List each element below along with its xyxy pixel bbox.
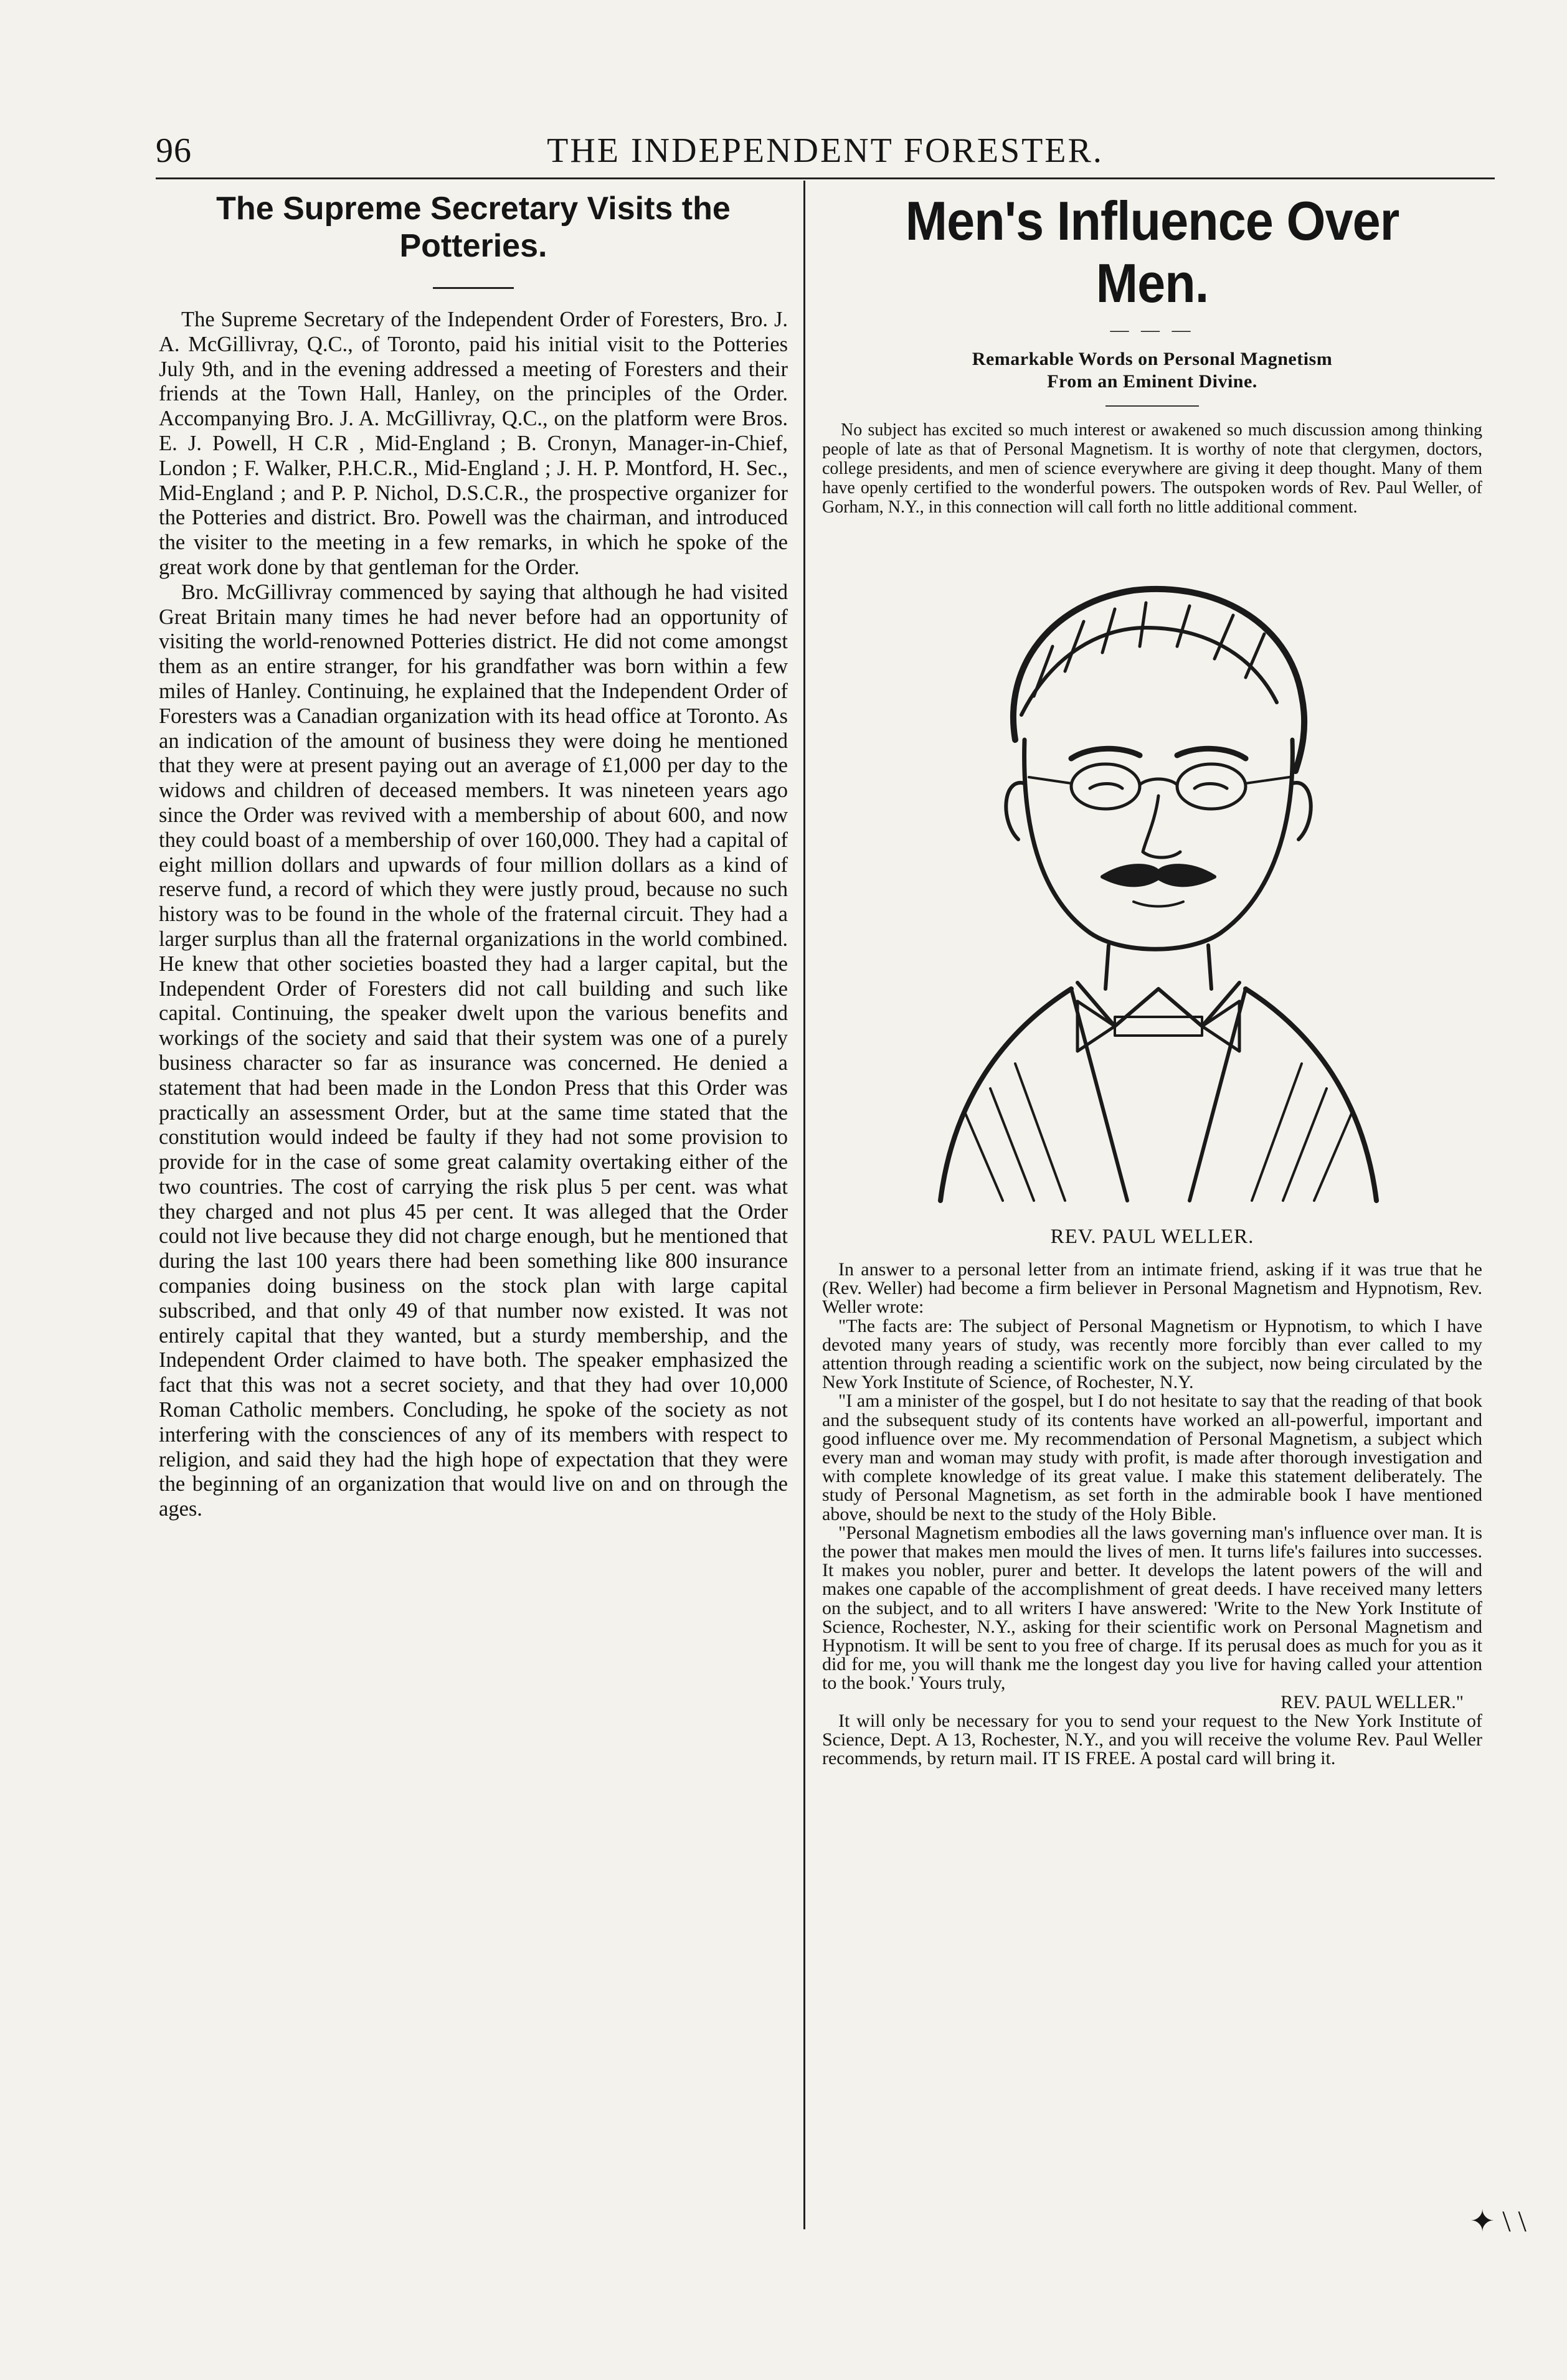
subhead-rule [1105, 405, 1199, 407]
right-intro-paragraph: No subject has excited so much interest or awakened so much discussion among thinking people of late as that of Personal Magnetism. It is worthy of note that clergymen, doctors, college presidents, and men of science everywhere are giving it deep thought. Many of them have openly certified to the wonderful powers. The outspoken words of Rev. Paul Weller, of Gorham, N.Y., in this connection will call forth no little additional comment. [822, 420, 1482, 517]
signature: REV. PAUL WELLER." [1281, 1691, 1464, 1712]
right-paragraph-2: "The facts are: The subject of Personal Magnetism or Hypnotism, to which I have devoted many years of study, was recently more forcibly than ever called to my attention through reading a scientific work on the subject, now being circulated by the New York Institute of Science, of Rochester, N.Y. [822, 1315, 1482, 1393]
left-article-headline [159, 190, 788, 265]
header-rule [156, 177, 1495, 179]
left-paragraph-1: The Supreme Secretary of the Independent Order of Foresters, Bro. J. A. McGillivray, Q.C., of Toronto, paid his initial visit to the Potteries July 9th, and in the evening addressed a meeting of Foresters and their friends at the Town Hall, Hanley, on the principles of the Order. Accompanying Bro. J. A. McGillivray, Q.C., on the platform were Bros. E. J. Powell, H C.R , Mid-England ; B. Cronyn, Manager-in-Chief, London ; F. Walker, P.H.C.R., Mid-England ; J. H. P. Montford, H. Sec., Mid-England ; and P. P. Nichol, D.S.C.R., the prospective organizer for the Potteries and district. Bro. Powell was the chairman, and introduced the visiter to the meeting in a few remarks, in which he spoke of the great work done by that gentleman for the Order. [159, 308, 788, 579]
publication-title: THE INDEPENDENT FORESTER. [547, 131, 1104, 170]
right-paragraph-4: "Personal Magnetism embodies all the laws governing man's influence over man. It is the power that makes men mould the lives of men. It turns life's failures into successes. It makes you nobler, purer and better. It develops the latent powers of the will and makes one capable of the accomplishment of great deeds. I have received many letters on the subject, and to all writers I have answered: 'Write to the New York Institute of Science, Rochester, N.Y., asking for their scientific work on Personal Magnetism and Hypnotism. It will be sent to you free of charge. If its perusal does as much for you as it did for me, you will thank me the longest day you live for having called your attention to the book.' Yours truly, [822, 1522, 1482, 1694]
page-number: 96 [156, 131, 192, 170]
portrait-illustration [866, 553, 1426, 1207]
headline-line-2: Potteries. [399, 228, 547, 264]
right-article-subhead [822, 348, 1482, 393]
right-article-headline: Men's Influence Over Men. [905, 190, 1399, 314]
right-paragraph-1: In answer to a personal letter from an intimate friend, asking if it was true that he (Rev. Weller) had become a firm believer in Personal Magnetism and Hypnotism, Rev. Weller wrote: [822, 1259, 1482, 1318]
headline-rule [433, 287, 514, 289]
dash-rule: — — — [1110, 319, 1195, 340]
right-column [822, 190, 1482, 1768]
page-header [156, 125, 1495, 181]
subhead-line-1: Remarkable Words on Personal Magnetism [972, 349, 1333, 369]
margin-marks: ✦ \ \ [1470, 2205, 1527, 2238]
right-paragraph-3: "I am a minister of the gospel, but I do not hesitate to say that the reading of that book and the subsequent study of its contents have worked an all-powerful, important and good influence over me. My recommendation of Personal Magnetism, a subject which every man and woman may study with profit, is made after thorough investigation and with complete knowledge of its great value. I make this statement deliberately. The study of Personal Magnetism, as set forth in the admirable book I have mentioned above, should be next to the study of the Holy Bible. [822, 1391, 1482, 1524]
left-column [159, 190, 788, 1522]
portrait-caption: REV. PAUL WELLER. [1050, 1225, 1254, 1248]
headline-line-1: The Supreme Secretary Visits the [216, 191, 731, 227]
subhead-line-2: From an Eminent Divine. [1047, 371, 1257, 392]
column-divider [803, 181, 805, 2229]
right-paragraph-5: It will only be necessary for you to send your request to the New York Institute of Science, Dept. A 13, Rochester, N.Y., and you will receive the volume Rev. Paul Weller recommends, by return mail. IT IS FREE. A postal card will bring it. [822, 1710, 1482, 1769]
left-paragraph-2: Bro. McGillivray commenced by saying that although he had visited Great Britain many times he had never before had an opportunity of visiting the world-renowned Potteries district. He did not come amongst them as an entire stranger, for his grandfather was born within a few miles of Hanley. Continuing, he explained that the Independent Order of Foresters was a Canadian organization with its head office at Toronto. As an indication of the amount of business they were doing he mentioned that they were at present paying out an average of £1,000 per day to the widows and children of deceased members. It was nineteen years ago since the Order was revived with a membership of about 600, and now they could boast of a membership of over 160,000. They had a capital of eight million dollars and upwards of four million dollars as a kind of reserve fund, a record of which they were justly proud, because no such history was to be found in the whole of the fraternal circuit. They had a larger surplus than all the fraternal organizations in the world combined. He knew that other societies boasted they had a larger capital, but the Independent Order of Foresters did not call building and such like capital. Continuing, the speaker dwelt upon the various benefits and workings of the society and said that their system was one of a purely business character so far as insurance was concerned. He denied a statement that had been made in the London Press that this Order was practically an assessment Order, but at the same time stated that the constitution would indeed be faulty if they had not some provision to provide for in the case of some great calamity overtaking either of the two countries. The cost of carrying the risk plus 5 per cent. was what they charged and not plus 45 per cent. It was alleged that the Order could not live because they did not charge enough, but he mentioned that during the last 100 years there had been something like 800 insurance companies doing business on the stock plan with large capital subscribed, and that only 49 of that number now existed. It was not entirely capital that they wanted, but a sturdy membership, and the Independent Order claimed to have both. The speaker emphasized the fact that this was not a secret society, and that they had over 10,000 Roman Catholic members. Concluding, he spoke of the society as not interfering with the consciences of any of its members with respect to religion, and said they had the high hope of expectation that they were the beginning of an organization that would live on and on through the ages. [159, 580, 788, 1521]
